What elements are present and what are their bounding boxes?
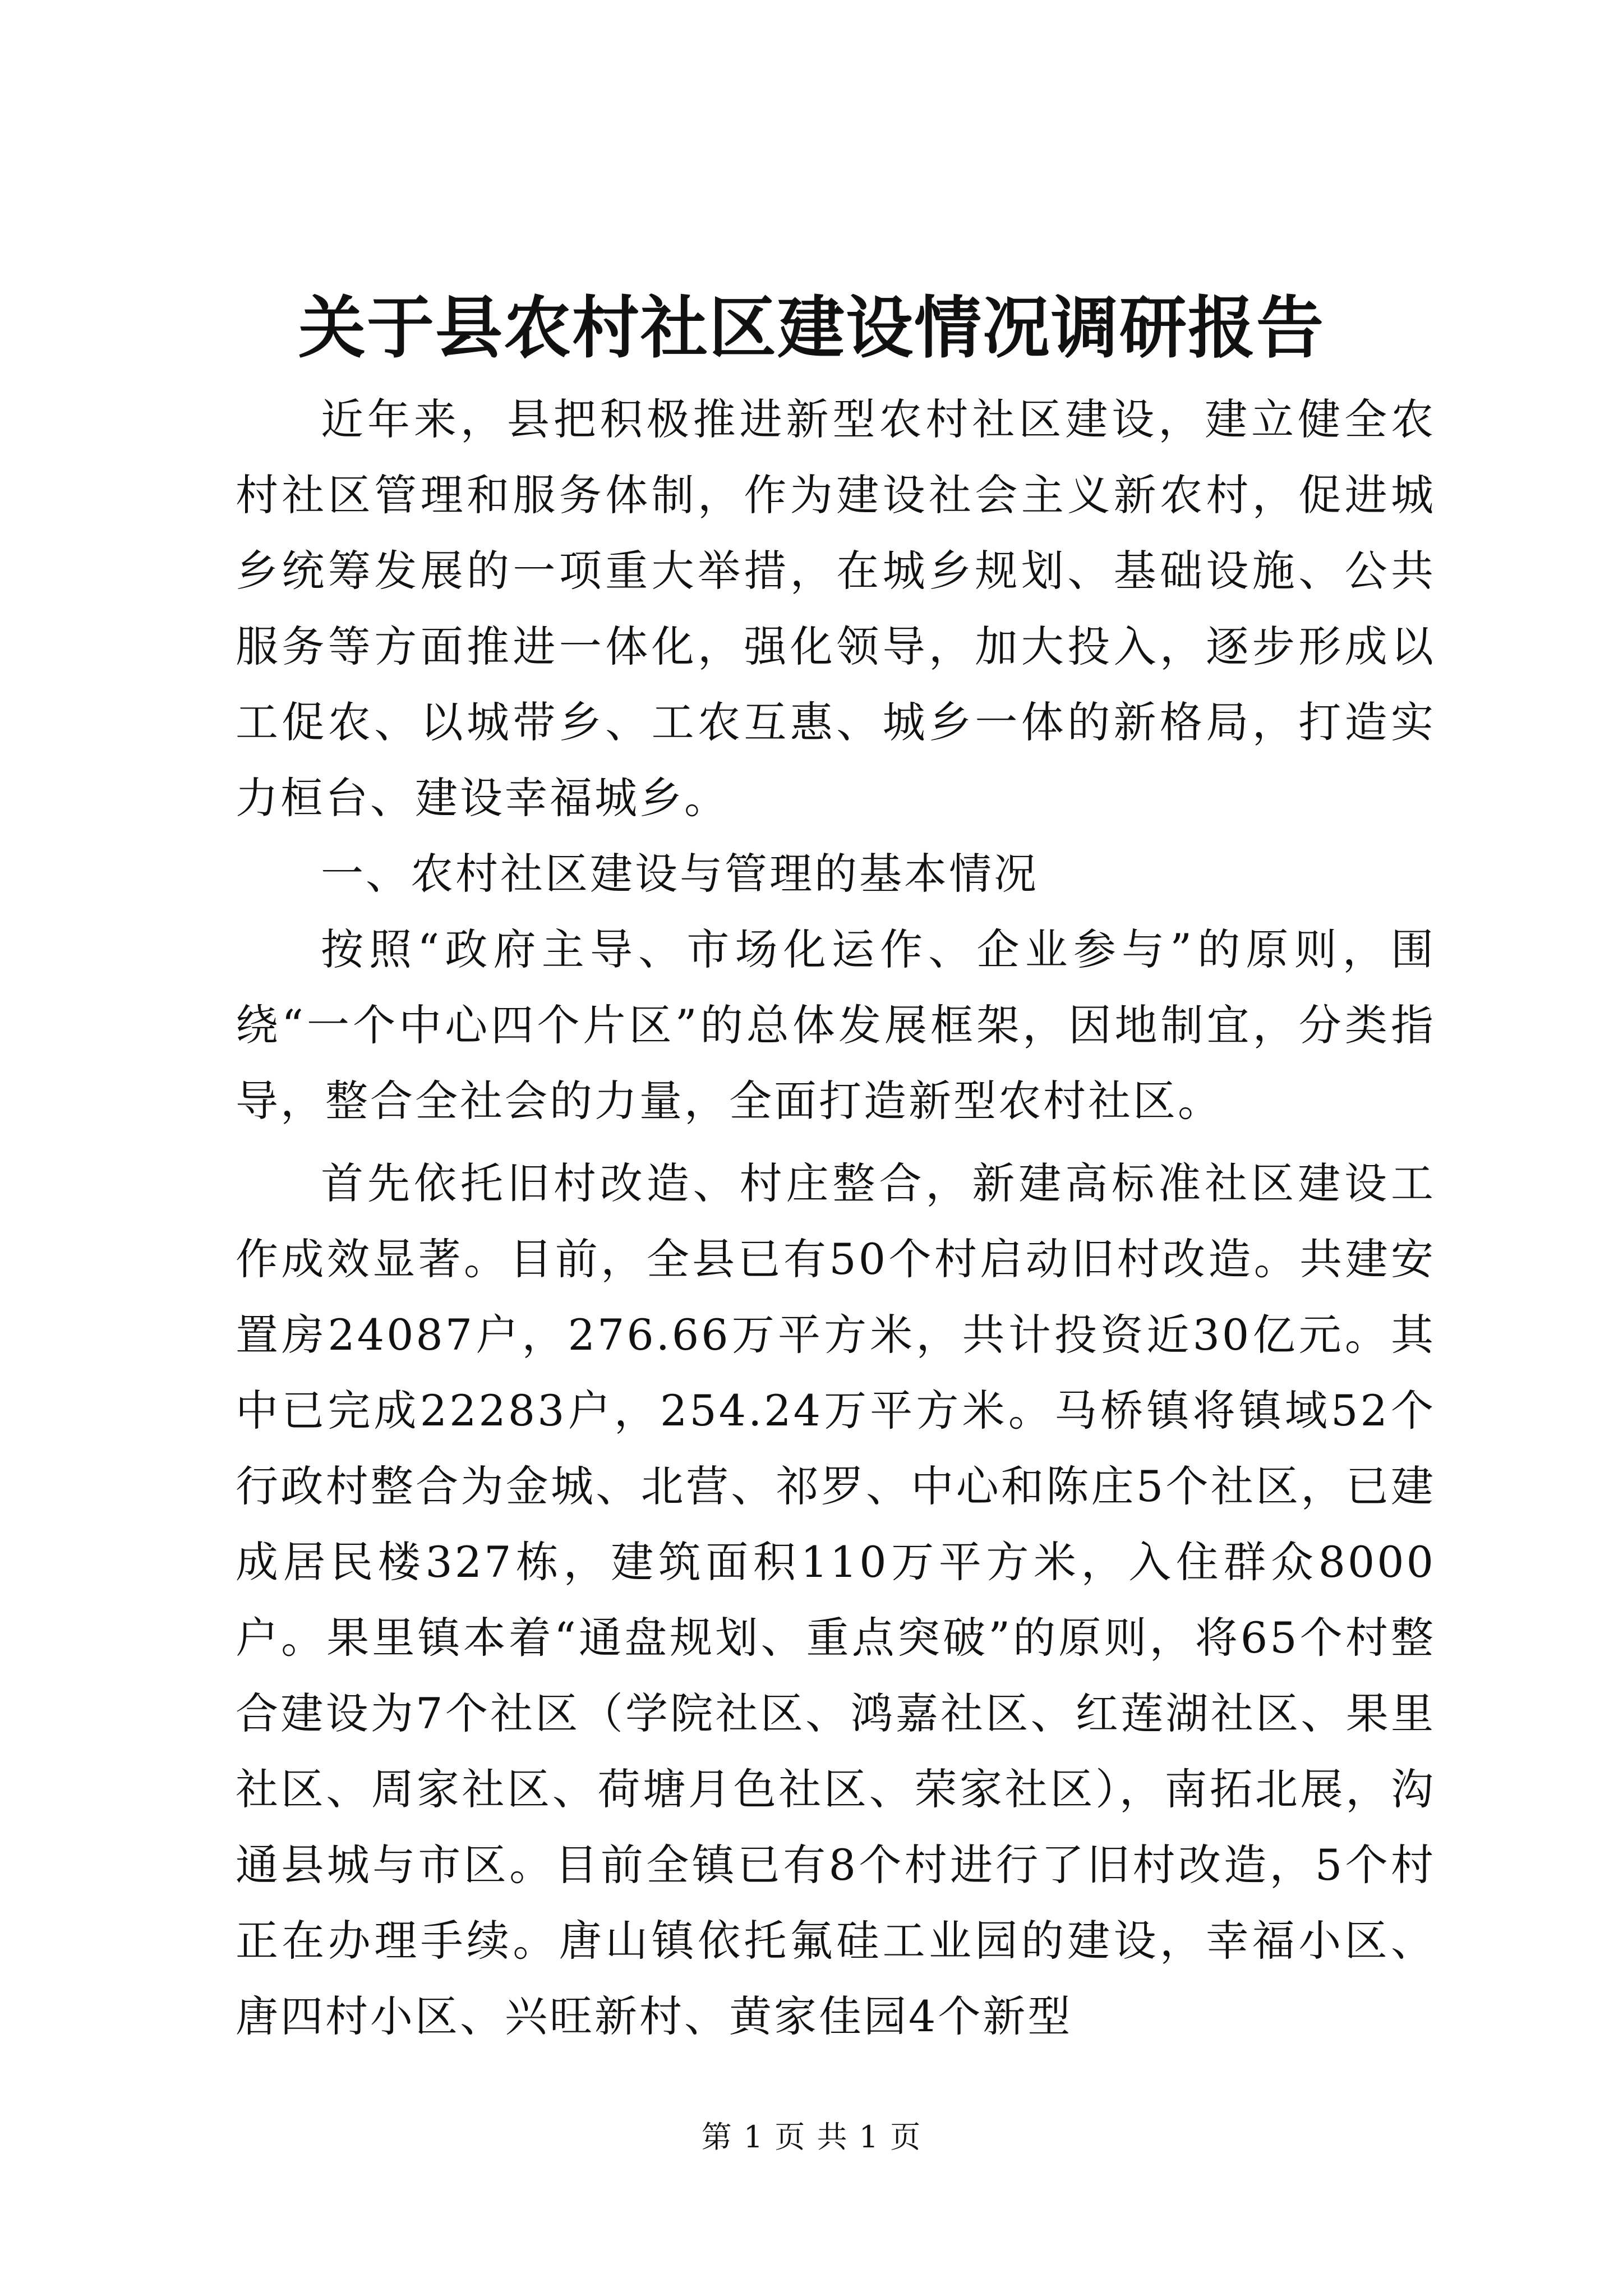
principle-paragraph: 按照“政府主导、市场化运作、企业参与”的原则，围绕“一个中心四个片区”的总体发展框架，因地制宜，分类指导，整合全社会的力量，全面打造新型农村社区。 <box>236 924 1436 1126</box>
document-title: 关于县农村社区建设情况调研报告 <box>298 288 1325 367</box>
intro-paragraph: 近年来，县把积极推进新型农村社区建设，建立健全农村社区管理和服务体制，作为建设社会主义新农村，促进城乡统筹发展的一项重大举措，在城乡规划、基础设施、公共服务等方面推进一体化，强化领导，加大投入，逐步形成以工促农、以城带乡、工农互惠、城乡一体的新格局，打造实力桓台、建设幸福城乡。 <box>236 394 1436 823</box>
document-body <box>236 381 1436 2054</box>
details-paragraph: 首先依托旧村改造、村庄整合，新建高标准社区建设工作成效显著。目前，全县已有50个村启动旧村改造。共建安置房24087户，276.66万平方米，共计投资近30亿元。其中已完成22283户，254.24万平方米。马桥镇将镇域52个行政村整合为金城、北营、祁罗、中心和陈庄5个社区，已建成居民楼327栋，建筑面积110万平方米，入住群众8000户。果里镇本着“通盘规划、重点突破”的原则，将65个村整合建设为7个社区（学院社区、鸿嘉社区、红莲湖社区、果里社区、周家社区、荷塘月色社区、荣家社区），南拓北展，沟通县城与市区。目前全镇已有8个村进行了旧村改造，5个村正在办理手续。唐山镇依托氟硅工业园的建设，幸福小区、唐四村小区、兴旺新村、黄家佳园4个新型 <box>236 1158 1436 2041</box>
page-number-footer: 第 1 页 共 1 页 <box>701 2119 922 2155</box>
section-heading: 一、农村社区建设与管理的基本情况 <box>321 849 1039 899</box>
